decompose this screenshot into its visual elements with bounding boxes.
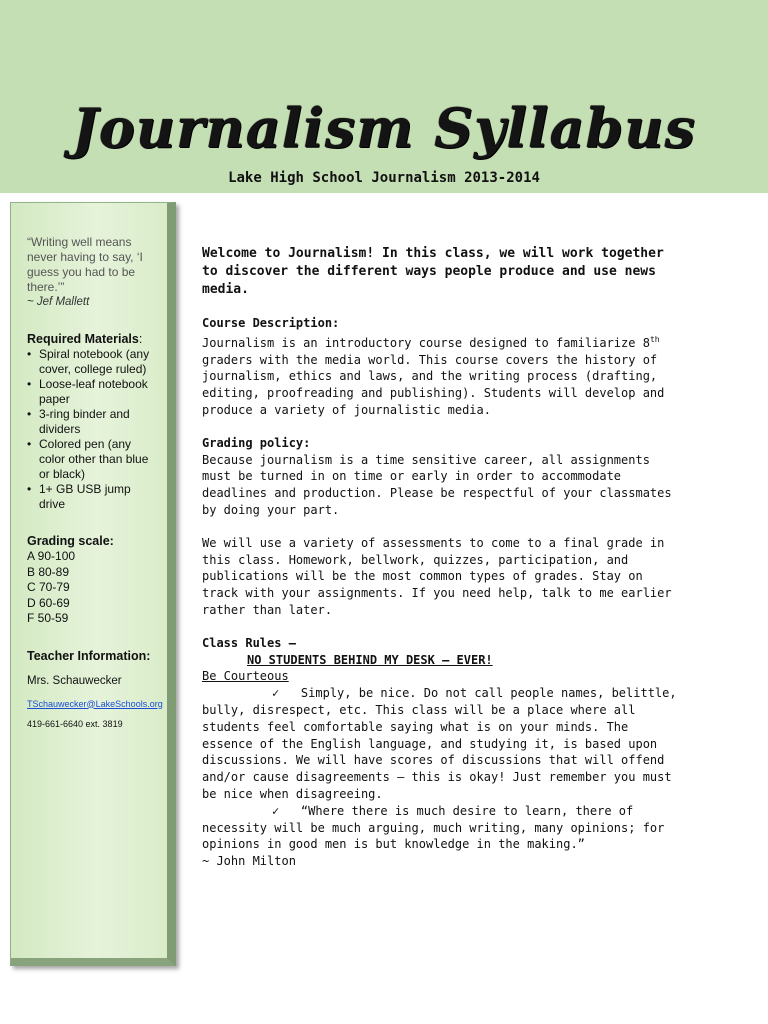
assessment-text: We will use a variety of assessments to come to a final grade in this class. Homework, bellwork, quizzes, participation, and publications will be the most common types of grades. Stay on track with your assignments. If you need help, talk to me earlier rather than later. <box>202 535 672 617</box>
grading-policy-text: Because journalism is a time sensitive career, all assignments must be turned in on time or early in order to accommodate deadlines and production. Please be respectful of your classmates by doing your part. <box>202 452 672 517</box>
milton-author: ~ John Milton <box>202 854 296 869</box>
grade-line: A 90-100 <box>27 549 76 563</box>
page-title: Journalism Syllabus <box>72 96 696 160</box>
grade-line: B 80-89 <box>27 564 70 579</box>
sidebar-quote: “Writing well means never having to say, ‘I guess you had to be there.’” <box>27 235 143 294</box>
materials-heading-colon: : <box>138 332 143 346</box>
main-content <box>202 245 680 870</box>
grade-line: C 70-79 <box>27 580 70 594</box>
courteous-body: Simply, be nice. Do not call people names, belittle, bully, disrespect, etc. This class will be a place where all students feel comfortable saying what is on your minds. The essence of the English language, and studying it, is based upon discussions. We will have scores of discussions that will offend and/or cause disagreements – this is okay! Just remember you must be nice when disagreeing. <box>202 686 677 801</box>
grading-policy-heading: Grading policy: <box>202 435 311 450</box>
grade-line: F 50-59 <box>27 611 69 625</box>
list-item: • 3-ring binder and dividers <box>39 407 157 437</box>
course-description-heading: Course Description: <box>202 316 340 330</box>
class-rules-section <box>202 635 680 669</box>
checkmark-icon: ✓ <box>272 686 280 701</box>
milton-quote-text <box>202 803 680 853</box>
teacher-phone: 419-661-6640 ext. 3819 <box>27 718 123 729</box>
sidebar-panel <box>10 202 176 966</box>
materials-heading-text: Required Materials <box>27 332 139 346</box>
course-description-text <box>202 332 680 419</box>
course-description-section <box>202 315 680 419</box>
courteous-heading: Be Courteous <box>202 669 289 684</box>
grading-scale-heading: Grading scale: <box>27 534 114 548</box>
course-text-part-b: graders with the media world. This course covers the history of journalism, ethics and laws, and the writing process (drafting, editing, proofreading and publishing). Students will develop and produce a variety of journalistic media. <box>202 352 665 417</box>
teacher-info-heading: Teacher Information: <box>27 648 151 663</box>
page-subtitle: Lake High School Journalism 2013-2014 <box>228 170 540 186</box>
list-item: • Colored pen (any color other than blue or black) <box>39 437 157 482</box>
teacher-name: Mrs. Schauwecker <box>27 674 122 687</box>
courteous-text <box>202 685 680 803</box>
list-item: • Spiral notebook (any cover, college ruled) <box>39 347 157 377</box>
materials-list <box>27 347 157 512</box>
list-item: • 1+ GB USB jump drive <box>39 482 157 512</box>
assessment-section <box>202 535 680 619</box>
grade-line: D 60-69 <box>27 595 70 610</box>
milton-quote: “Where there is much desire to learn, there of necessity will be much arguing, much writing, many opinions; for opinions in good men is but knowledge in the making.” <box>202 803 665 852</box>
class-rules-heading: Class Rules – <box>202 635 296 650</box>
checkmark-icon: ✓ <box>272 803 280 818</box>
grading-policy-section <box>202 435 680 519</box>
materials-heading <box>27 332 157 346</box>
sidebar-quote-author: ~ Jef Mallett <box>27 296 90 308</box>
teacher-email-link[interactable]: TSchauwecker@LakeSchools.org <box>27 698 163 709</box>
list-item: • Loose-leaf notebook paper <box>39 377 157 407</box>
rule-desk: NO STUDENTS BEHIND MY DESK – EVER! <box>247 652 493 667</box>
welcome-paragraph: Welcome to Journalism! In this class, we will work together to discover the different ways people produce and use news media. <box>202 246 664 297</box>
course-text-part-a: Journalism is an introductory course designed to familiarize 8 <box>202 335 650 350</box>
course-text-superscript: th <box>649 334 660 344</box>
